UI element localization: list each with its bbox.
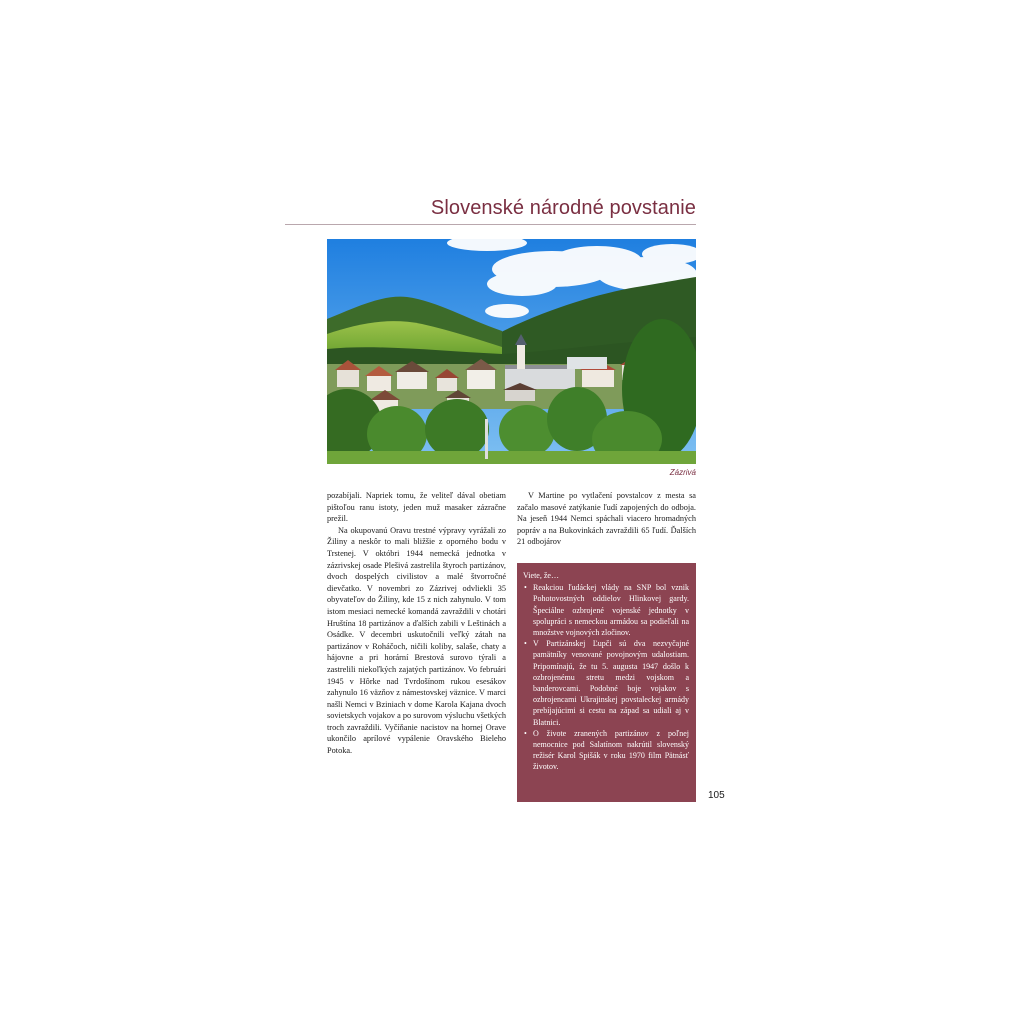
list-item: • Reakciou ľudáckej vlády na SNP bol vznik Pohotovostných oddielov Hlinkovej gardy. Špeciálne ozbrojené vojenské jednotky v spolupráci s nemeckou armádou sa podieľali na množstve vojnových zločinov. [523, 582, 689, 638]
title-divider [285, 224, 696, 225]
village-photo [327, 239, 696, 464]
paragraph: Na okupovanú Oravu trestné výpravy vyrážali zo Žiliny a neskôr to mali bližšie z oporného bodu v Trstenej. V októbri 1944 nemecká jednotka v zázrivskej osade Plešivá zastrelila štyroch partizánov, dvoch dospelých civilistov a malé štvorročné dievčatko. V novembri zo Zázrivej odvliekli 35 obyvateľov do Žiliny, kde 15 z nich zahynulo. V tom istom mesiaci nemecké komandá zavraždili v chotári Hruštína 18 partizánov a ďalších zabili v Leštinách a Osádke. V decembri uskutočnili veľký zátah na partizánov v Roháčoch, ničili koliby, salaše, chaty a hájovne a pri horární Brestová surovo týrali a zastrelili niekoľkých zajatých partizánov. Vo februári 1945 v Hôrke nad Tvrdošínom rukou esesákov zahynulo 16 väzňov z námestovskej väznice. V marci našli Nemci v Bziniach v dome Karola Kajana dvoch sovietskych vojakov a po surovom výsluchu všetkých troch zavraždili. Vyčíňanie nacistov na hornej Orave ukončilo aprílové vypálenie Oravského Bieleho Potoka. [327, 525, 506, 756]
page-title: Slovenské národné povstanie [430, 197, 696, 219]
list-item: • V Partizánskej Ľupči sú dva nezvyčajné pamätníky venované povojnovým udalostiam. Pripomínajú, že tu 5. augusta 1947 došlo k ozbrojenému stretu medzi vojskom a banderovcami. Podobné boje vojakov s ozbrojencami Ukrajinskej povstaleckej armády prebíjajúcimi si cestu na západ sa udiali aj v Blatnici. [523, 638, 689, 728]
page-number: 105 [708, 790, 725, 801]
did-you-know-box [517, 563, 696, 802]
text-column-right [517, 490, 696, 548]
paragraph: V Martine po vytlačení povstalcov z mesta sa začalo masové zatýkanie ľudí zapojených do odboja. Na jeseň 1944 Nemci spáchali viacero hromadných popráv a na Bukovinkách zavraždili 65 ľudí. Ďalších 21 odbojárov [517, 491, 696, 547]
list-item: • O živote zranených partizánov z poľnej nemocnice pod Salatínom nakrútil slovenský režisér Karol Spišák v roku 1970 film Pätnásť životov. [523, 728, 689, 773]
fact-list [523, 582, 689, 772]
photo-caption: Zázrivá [669, 468, 696, 477]
paragraph: pozabíjali. Napriek tomu, že veliteľ dával obetiam pištoľou ranu istoty, jeden muž masaker zázračne prežil. [327, 491, 506, 524]
box-title: Viete, že… [523, 571, 559, 580]
text-column-left [327, 490, 506, 757]
